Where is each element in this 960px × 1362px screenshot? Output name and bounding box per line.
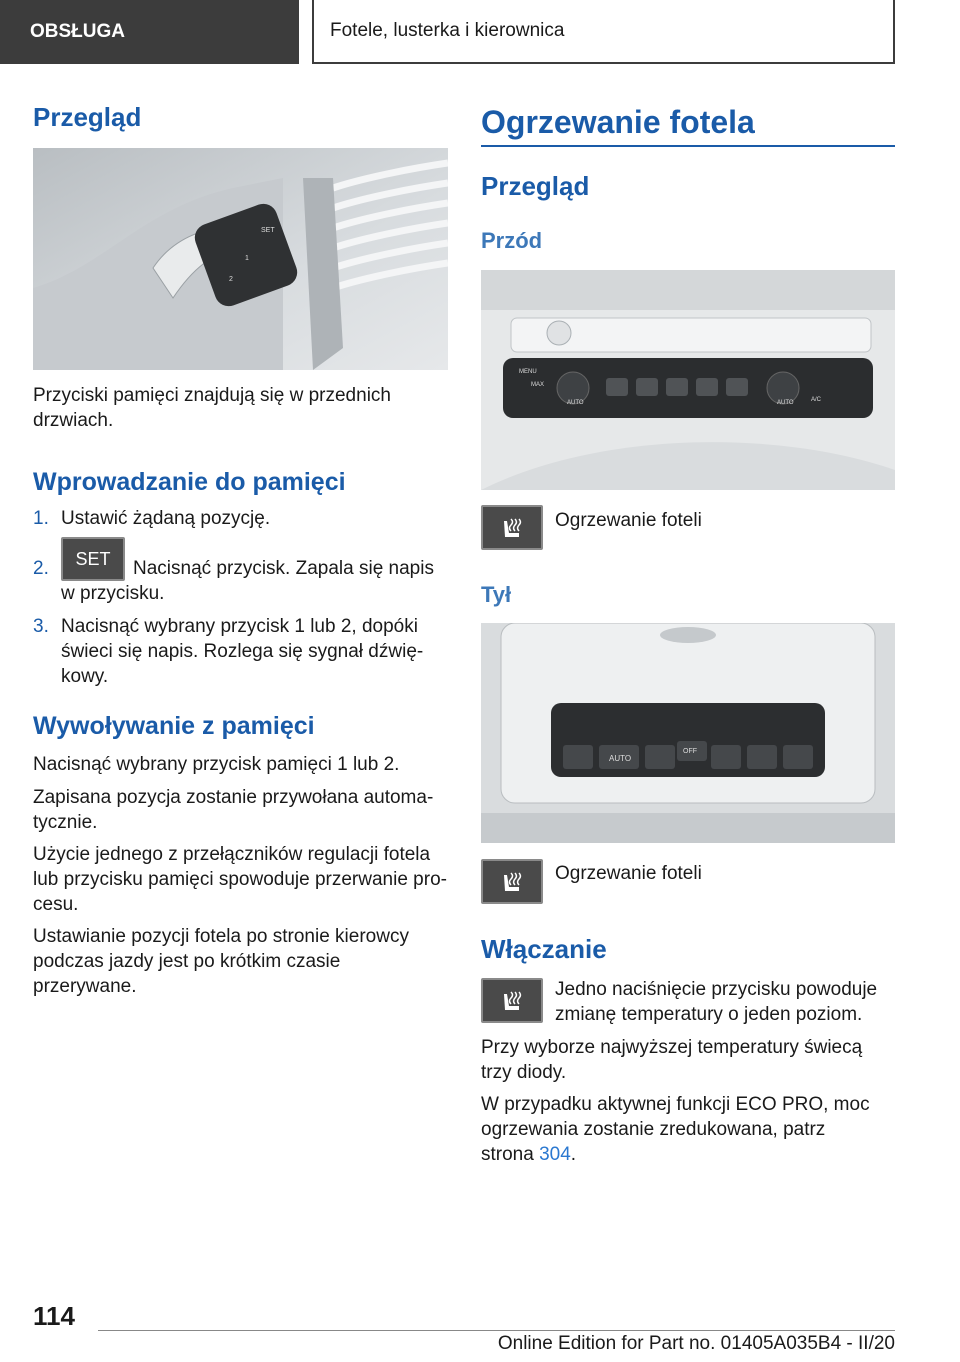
seat-heat-glyph <box>497 513 527 543</box>
recall-paragraph-3: Użycie jednego z przełączników regulacji fotela lub przycisku pamięci spowoduje przerwanie procesu. <box>33 844 447 915</box>
on-paragraph-1: Przy wyborze najwyższej temperatury świecą trzy diody. <box>481 1037 863 1083</box>
step-1-number: 1. <box>33 508 49 529</box>
photo-caption: Przyciski pamięci znajdują się w przednich drzwiach. <box>33 385 391 431</box>
front-icon-label: Ogrzewanie foteli <box>555 510 702 531</box>
header-chapter-label: Fotele, lusterka i kierownica <box>330 20 565 41</box>
door-memory-illustration <box>33 148 448 370</box>
header-chapter-tab <box>312 0 895 64</box>
footer-edition: Online Edition for Part no. 01405A035B4 - II/20 <box>497 1333 895 1354</box>
page-number: 114 <box>33 1301 75 1331</box>
seat-heating-icon-rear <box>481 859 543 904</box>
on-paragraph-2-end: . <box>570 1144 577 1165</box>
rear-icon-label: Ogrzewanie foteli <box>555 863 702 884</box>
recall-paragraph-1: Nacisnąć wybrany przycisk pamięci 1 lub 2. <box>33 754 400 775</box>
door-memory-photo <box>33 148 448 370</box>
rear-panel-auto: AUTO <box>609 754 632 763</box>
store-heading: Wprowadzanie do pamięci <box>33 468 346 496</box>
photo-button-2: 2 <box>229 276 233 283</box>
step-2-text: Nacisnąć przycisk. Zapala się napis w przycisku. <box>61 558 434 604</box>
step-3-number: 3. <box>33 616 49 637</box>
step-3-text: Nacisnąć wybrany przycisk 1 lub 2, dopóki świeci się napis. Rozlega się sygnał dźwiękowy. <box>61 616 424 687</box>
recall-paragraph-2: Zapisana pozycja zostanie przywołana automatycznie. <box>33 787 434 833</box>
seat-heating-icon-on <box>481 978 543 1023</box>
footer-rule <box>98 1330 895 1331</box>
rear-climate-panel-photo <box>481 623 895 843</box>
recall-paragraph-4: Ustawianie pozycji fotela po stronie kierowcy podczas jazdy jest po krótkim czasie przerywane. <box>33 926 409 997</box>
step-3 <box>33 614 49 639</box>
on-paragraph-2 <box>481 1092 881 1167</box>
on-paragraph-2-text: W przypadku aktywnej funkcji ECO PRO, moc ogrzewania zostanie zredukowana, patrz strona <box>481 1094 870 1165</box>
front-climate-illustration <box>481 270 895 490</box>
front-panel-auto-right: AUTO <box>777 400 794 406</box>
seat-heat-glyph-rear <box>497 867 527 897</box>
front-panel-menu: MENU <box>519 369 537 375</box>
seat-heating-icon-front <box>481 505 543 550</box>
overview-heading: Przegląd <box>33 102 142 132</box>
step-1 <box>33 506 271 531</box>
front-panel-max: MAX <box>531 382 545 388</box>
set-button-label: SET <box>75 548 111 569</box>
rear-panel-off: OFF <box>683 748 697 755</box>
photo-button-1: 1 <box>245 255 249 262</box>
page-304-link[interactable]: 304 <box>539 1144 571 1165</box>
front-climate-panel-photo <box>481 270 895 490</box>
header-section-label: OBSŁUGA <box>30 21 125 42</box>
on-icon-text: Jedno naciśnięcie przycisku powoduje zmianę temperatury o jeden poziom. <box>555 979 878 1025</box>
front-panel-auto-left: AUTO <box>567 400 584 406</box>
main-heading: Ogrzewanie fotela <box>481 104 755 140</box>
header-section-tab <box>0 0 299 64</box>
step-1-text: Ustawić żądaną pozycję. <box>61 508 271 529</box>
front-heading: Przód <box>481 228 543 253</box>
main-heading-rule <box>481 145 895 147</box>
step-2-number: 2. <box>33 558 49 579</box>
photo-set-button: SET <box>261 227 275 234</box>
rear-climate-illustration <box>481 623 895 843</box>
overview-heading-right: Przegląd <box>481 171 590 201</box>
on-heading: Włączanie <box>481 934 607 964</box>
recall-heading: Wywoływanie z pamięci <box>33 712 315 740</box>
rear-heading: Tył <box>481 582 512 607</box>
front-panel-ac: A/C <box>811 397 822 403</box>
seat-heat-glyph-on <box>497 986 527 1016</box>
